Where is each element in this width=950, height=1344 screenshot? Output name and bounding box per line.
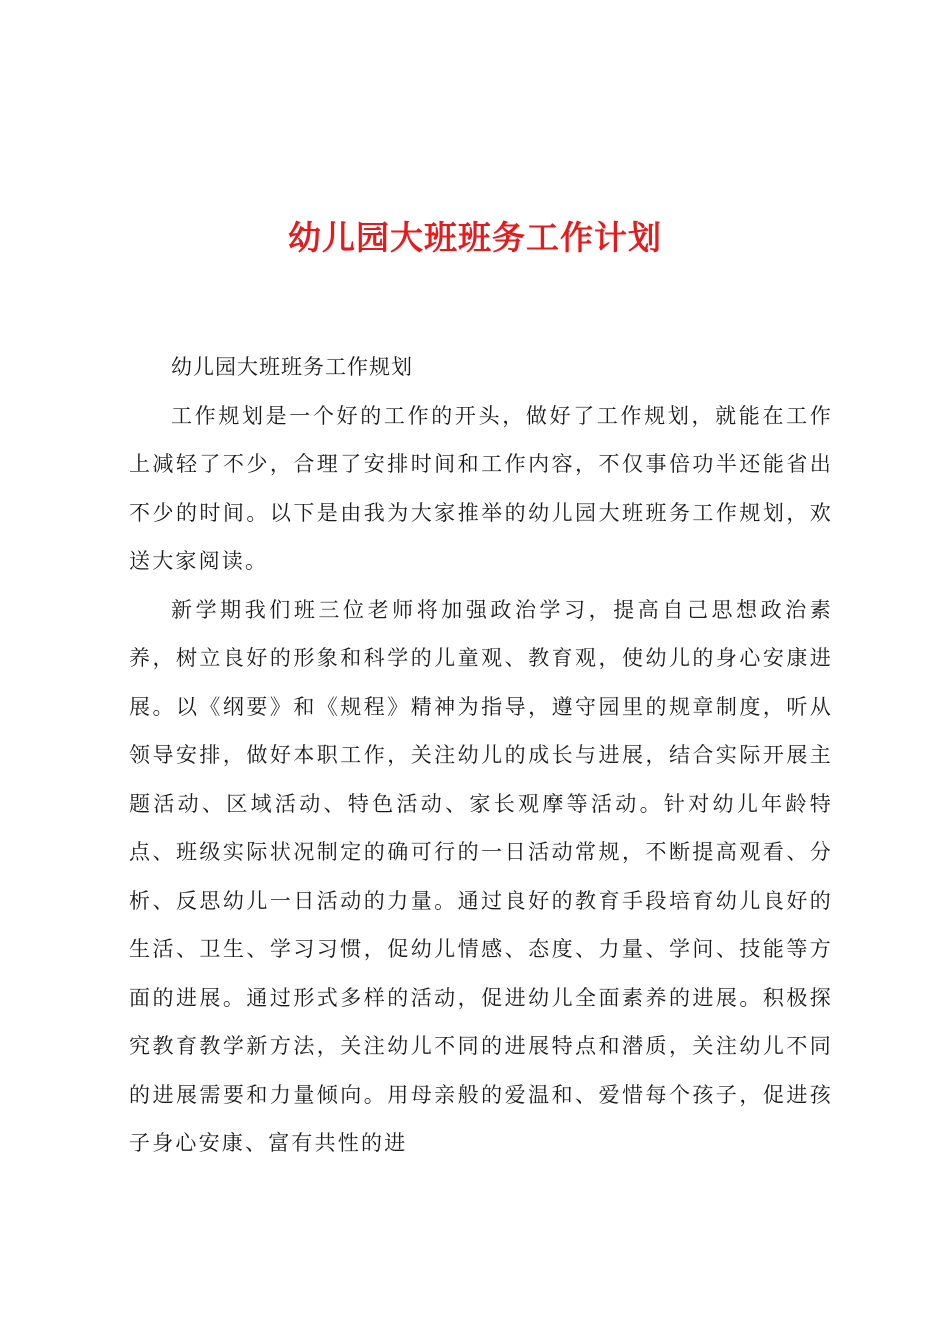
paragraph-intro: 工作规划是一个好的工作的开头，做好了工作规划，就能在工作上减轻了不少，合理了安排时间和工作内容，不仅事倍功半还能省出不少的时间。以下是由我为大家推举的幼儿园大班班务工作规划，欢送大家阅读。 <box>129 403 833 573</box>
document-subtitle: 幼儿园大班班务工作规划 <box>171 355 413 379</box>
document-title: 幼儿园大班班务工作计划 <box>288 218 662 257</box>
document-body <box>129 343 833 1168</box>
paragraph-main: 新学期我们班三位老师将加强政治学习，提高自己思想政治素养，树立良好的形象和科学的儿童观、教育观，使幼儿的身心安康进展。以《纲要》和《规程》精神为指导，遵守园里的规章制度，听从领导安排，做好本职工作，关注幼儿的成长与进展，结合实际开展主题活动、区域活动、特色活动、家长观摩等活动。针对幼儿年龄特点、班级实际状况制定的确可行的一日活动常规，不断提高观看、分析、反思幼儿一日活动的力量。通过良好的教育手段培育幼儿良好的生活、卫生、学习习惯，促幼儿情感、态度、力量、学问、技能等方面的进展。通过形式多样的活动，促进幼儿全面素养的进展。积极探究教育教学新方法，关注幼儿不同的进展特点和潜质，关注幼儿不同的进展需要和力量倾向。用母亲般的爱温和、爱惜每个孩子，促进孩子身心安康、富有共性的进 <box>129 597 833 1155</box>
